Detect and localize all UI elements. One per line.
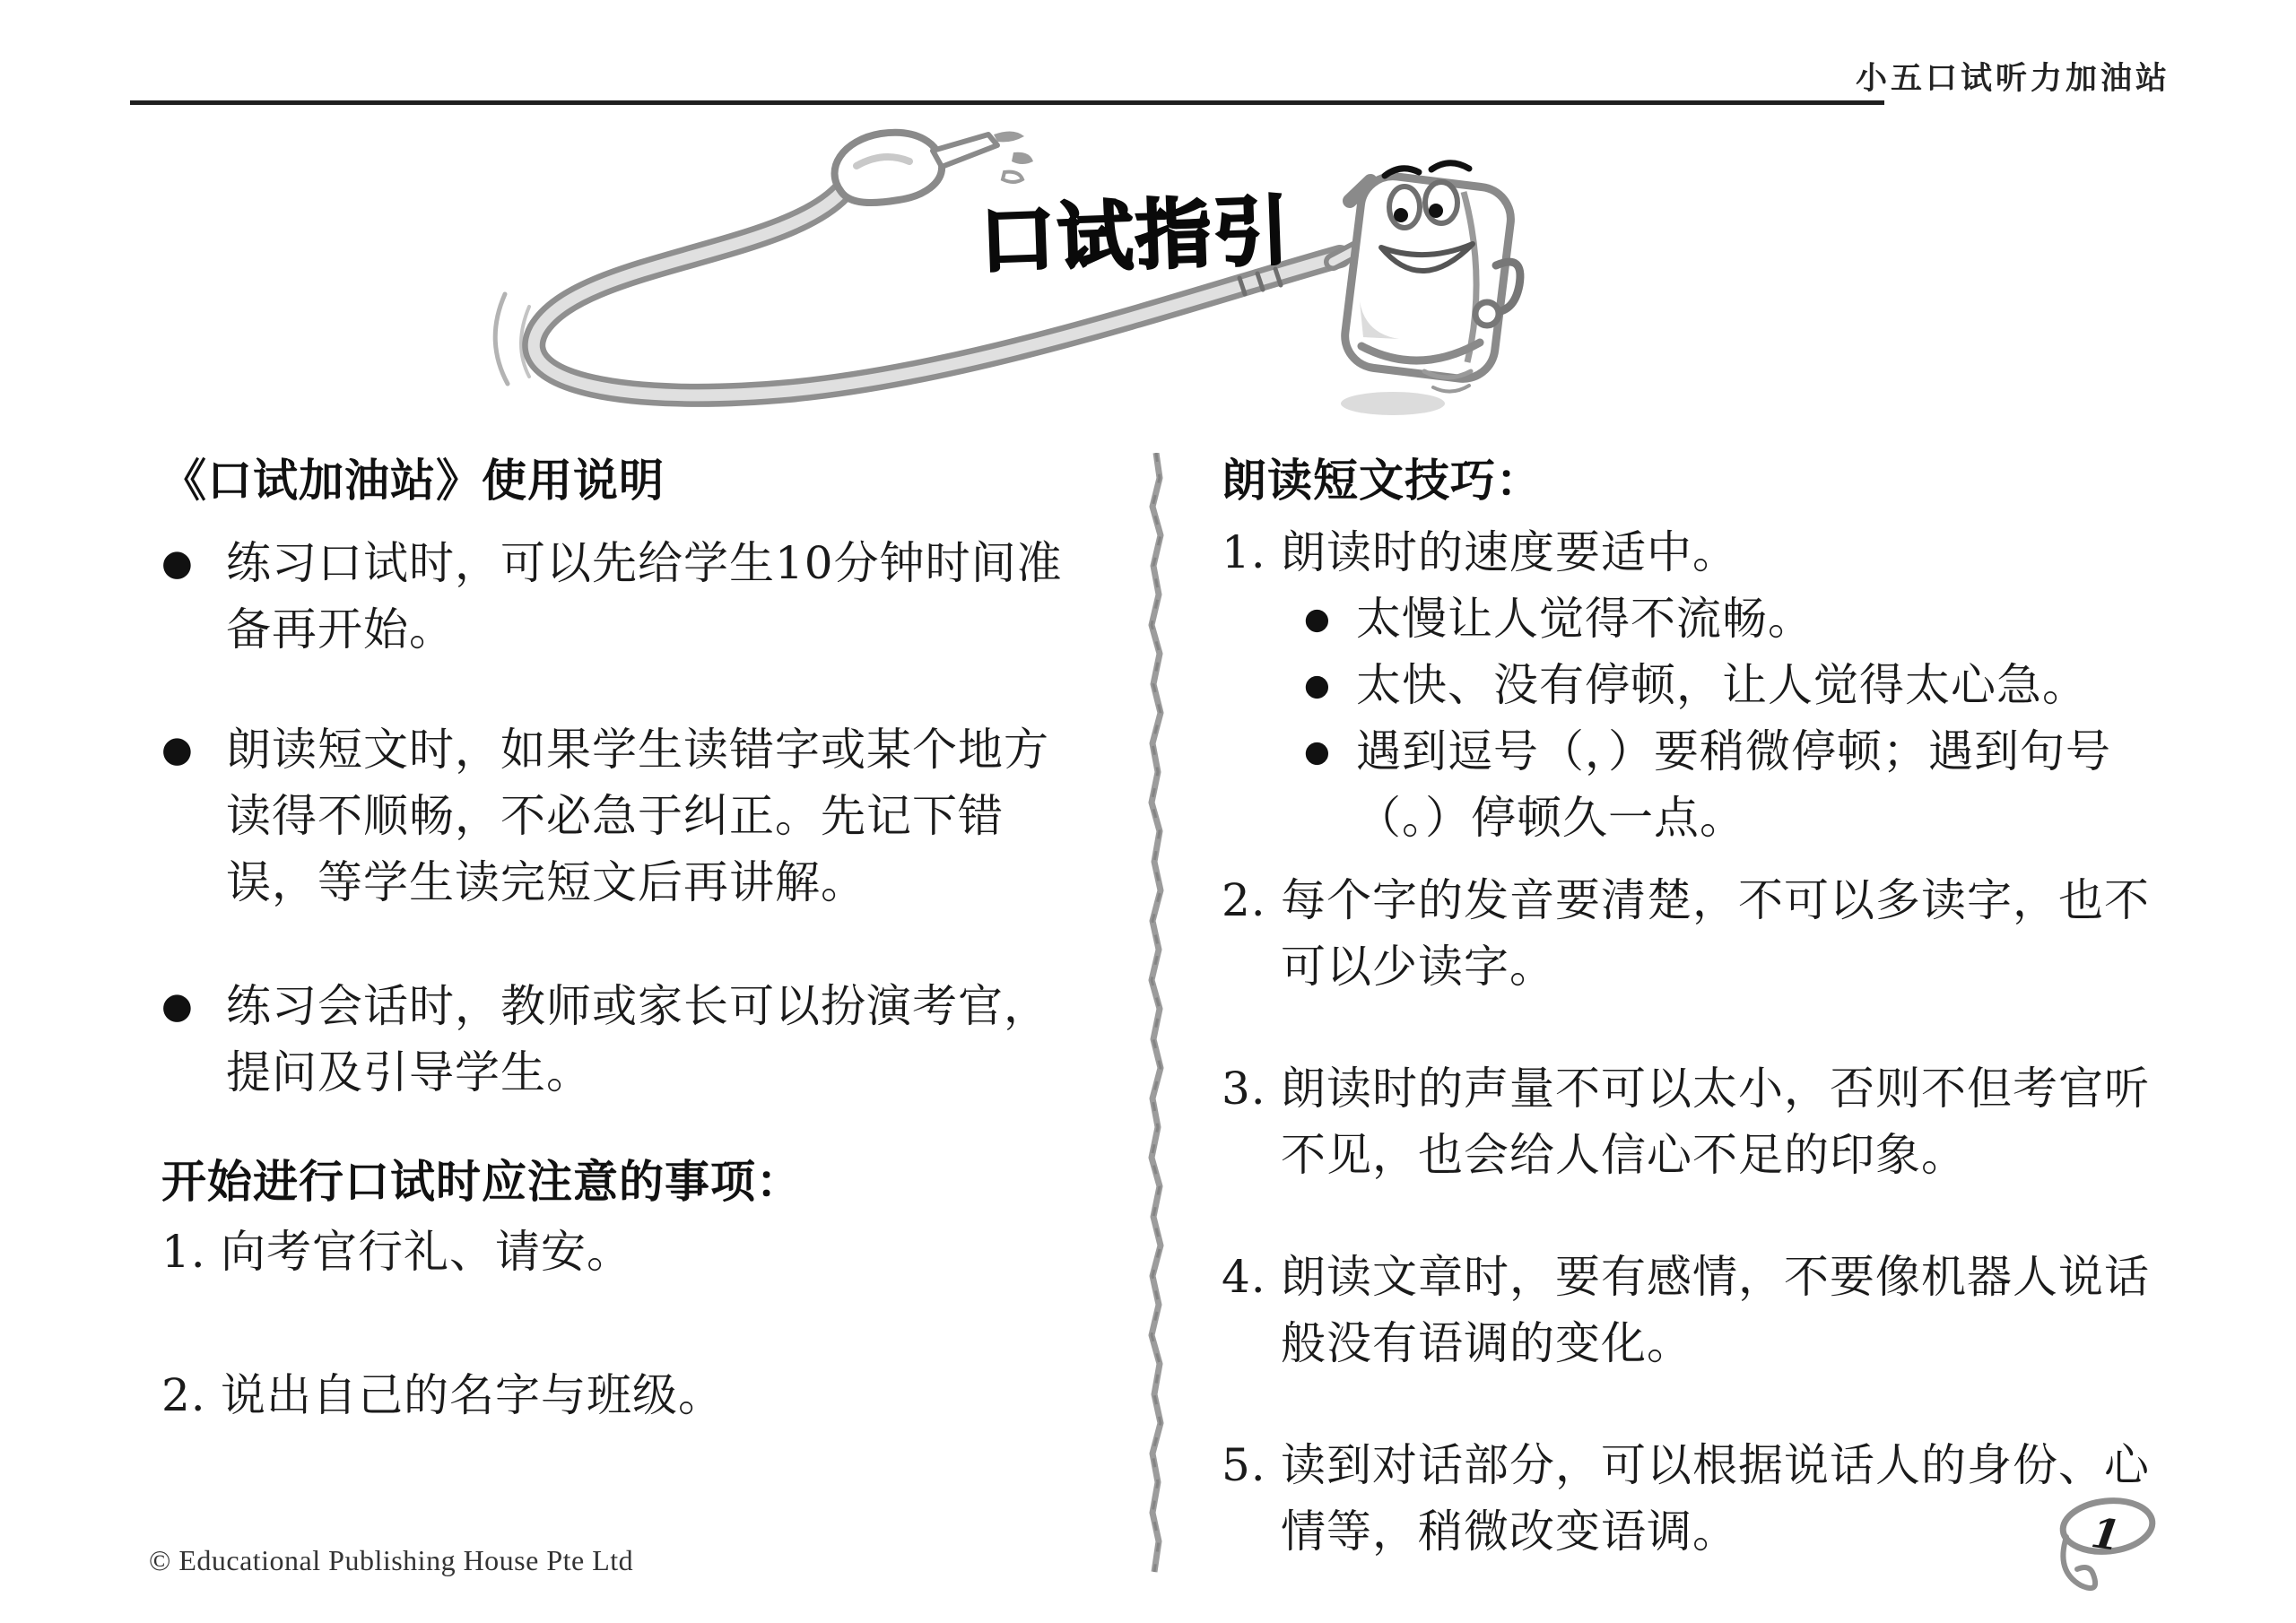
- usage-bullet-list: [161, 530, 1067, 1106]
- item-text: 向考官行礼、请安。: [221, 1226, 632, 1278]
- bullet-text: 练习口试时，可以先给学生10分钟时间准备再开始。: [226, 537, 1063, 655]
- bullet-dot-icon: ●: [161, 542, 194, 584]
- list-item: [1304, 718, 2190, 851]
- list-item: [1222, 1244, 2190, 1376]
- bullet-dot-icon: ●: [161, 985, 194, 1027]
- list-item: [161, 973, 1067, 1106]
- copyright-notice: © Educational Publishing House Pte Ltd: [149, 1544, 634, 1576]
- right-column: [1222, 453, 2190, 1565]
- list-item: [161, 530, 1067, 663]
- tips-heading: 朗读短文技巧：: [1222, 456, 1542, 506]
- petrol-pump-illustration: [448, 108, 1848, 484]
- header-rule: [130, 100, 1884, 105]
- notes-list: [161, 1219, 1067, 1428]
- column-divider: [1141, 453, 1171, 1583]
- bullet-dot-icon: ●: [1304, 733, 1331, 768]
- bullet-dot-icon: ●: [1304, 601, 1331, 636]
- item-text: 朗读时的速度要适中。: [1281, 526, 1738, 578]
- list-item: [161, 716, 1067, 916]
- page-number: 1: [2088, 1508, 2124, 1560]
- list-item: [161, 1219, 1067, 1285]
- item-number: 4.: [1222, 1251, 1266, 1303]
- gas-can-mascot-icon: [1333, 163, 1520, 415]
- bullet-text: 遇到逗号（，）要稍微停顿；遇到句号（。）停顿久一点。: [1356, 725, 2111, 844]
- item-number: 1.: [1222, 526, 1266, 578]
- list-item: [1222, 1055, 2190, 1188]
- bullet-dot-icon: ●: [1304, 667, 1331, 702]
- item-number: 3.: [1222, 1063, 1266, 1115]
- bullet-text: 太慢让人觉得不流畅。: [1356, 593, 1813, 645]
- list-item: [1304, 586, 2190, 652]
- item-text: 读到对话部分，可以根据说话人的身份、心情等，稍微改变语调。: [1281, 1439, 2150, 1558]
- item-text: 说出自己的名字与班级。: [221, 1369, 724, 1421]
- droplets-icon: [994, 131, 1033, 182]
- list-item: [1304, 652, 2190, 718]
- page-title: 口试指引: [978, 187, 1293, 284]
- running-head: 小五口试听力加油站: [1855, 61, 2170, 96]
- item-number: 5.: [1222, 1439, 1266, 1491]
- pump-nozzle-icon: [835, 133, 997, 203]
- list-item: [161, 1362, 1067, 1428]
- item-number: 1.: [161, 1226, 206, 1278]
- list-item: [1222, 1432, 2190, 1565]
- item-text: 每个字的发音要清楚，不可以多读字，也不可以少读字。: [1281, 874, 2150, 993]
- bullet-dot-icon: ●: [161, 729, 194, 770]
- item-text: 朗读文章时，要有感情，不要像机器人说话般没有语调的变化。: [1281, 1251, 2150, 1369]
- item-number: 2.: [1222, 874, 1266, 926]
- list-item: [1222, 519, 2190, 586]
- bullet-text: 太快、没有停顿，让人觉得太心急。: [1356, 659, 2088, 711]
- tips-sub-list: [1222, 586, 2190, 851]
- item-number: 2.: [161, 1369, 206, 1421]
- notes-heading: 开始进行口试时应注意的事项：: [161, 1157, 802, 1207]
- mascot-shadow: [1341, 392, 1445, 415]
- list-item: [1222, 867, 2190, 1000]
- bullet-text: 练习会话时，教师或家长可以扮演考官，提问及引导学生。: [226, 980, 1049, 1098]
- bullet-text: 朗读短文时，如果学生读错字或某个地方读得不顺畅，不必急于纠正。先记下错误，等学生读完短文后再讲解。: [226, 724, 1049, 908]
- item-text: 朗读时的声量不可以太小，否则不但考官听不见，也会给人信心不足的印象。: [1281, 1063, 2150, 1181]
- usage-heading: 《口试加油站》使用说明: [161, 456, 665, 506]
- left-column: [161, 453, 1067, 1428]
